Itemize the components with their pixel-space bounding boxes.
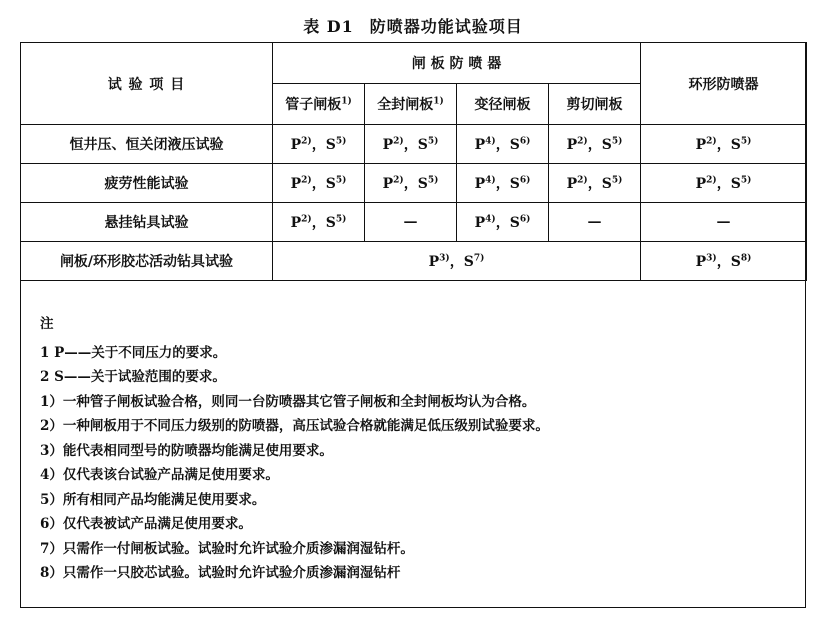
table-cell: — <box>365 203 457 242</box>
note-item: 2 S——关于试验范围的要求。 <box>40 369 226 385</box>
header-ram-bop: 闸 板 防 喷 器 <box>273 43 641 84</box>
table-cell: $P^{2)}$，$S^{5)}$ <box>273 125 365 164</box>
header-blind-ram: 全封闸板$^{1)}$ <box>365 84 457 125</box>
test-items-table <box>20 42 807 281</box>
note-item: 5）所有相同产品均能满足使用要求。 <box>40 491 266 508</box>
header-shear-ram: 剪切闸板 <box>549 84 641 125</box>
note-item: 2）一种闸板用于不同压力级别的防喷器，高压试验合格就能满足低压级别试验要求。 <box>40 418 549 434</box>
table-row <box>21 125 807 164</box>
table-cell: — <box>641 203 807 242</box>
header-pipe-ram: 管子闸板$^{1)}$ <box>273 84 365 125</box>
table-cell: $P^{2)}$，$S^{5)}$ <box>641 164 807 203</box>
header-variable-ram: 变径闸板 <box>457 84 549 125</box>
table-cell: $P^{4)}$，$S^{6)}$ <box>457 203 549 242</box>
table-cell: $P^{2)}$，$S^{5)}$ <box>641 125 807 164</box>
table-cell: $P^{2)}$，$S^{5)}$ <box>273 203 365 242</box>
table-row-live-drill <box>21 242 807 281</box>
cell-ram-combined: $P^{3)}$，$S^{7)}$ <box>273 242 641 281</box>
note-item: 1）一种管子闸板试验合格，则同一台防喷器其它管子闸板和全封闸板均认为合格。 <box>40 393 536 410</box>
notes-section <box>40 312 800 586</box>
table-cell: — <box>549 203 641 242</box>
note-item: 1 P——关于不同压力的要求。 <box>40 344 227 361</box>
row-label: 闸板/环形胶芯活动钻具试验 <box>21 242 273 281</box>
table-cell: $P^{2)}$，$S^{5)}$ <box>365 125 457 164</box>
header-test-item: 试 验 项 目 <box>21 43 273 125</box>
note-item: 3）能代表相同型号的防喷器均能满足使用要求。 <box>40 442 333 459</box>
table-title <box>0 14 826 37</box>
row-label: 疲劳性能试验 <box>21 164 273 203</box>
note-item: 4）仅代表该台试验产品满足使用要求。 <box>40 467 279 483</box>
notes-heading: 注 <box>40 316 54 332</box>
cell-annular: $P^{3)}$，$S^{8)}$ <box>641 242 807 281</box>
table-number: 表 D1 <box>303 17 354 36</box>
table-row <box>21 203 807 242</box>
table-cell: $P^{4)}$，$S^{6)}$ <box>457 164 549 203</box>
note-item: 6）仅代表被试产品满足使用要求。 <box>40 516 252 532</box>
row-label: 悬挂钻具试验 <box>21 203 273 242</box>
table-cell: $P^{2)}$，$S^{5)}$ <box>273 164 365 203</box>
table-caption: 防喷器功能试验项目 <box>369 17 523 36</box>
table-row <box>21 164 807 203</box>
header-row-1 <box>21 43 807 84</box>
table-cell: $P^{2)}$，$S^{5)}$ <box>549 125 641 164</box>
header-annular-bop: 环形防喷器 <box>641 43 807 125</box>
table-cell: $P^{4)}$，$S^{6)}$ <box>457 125 549 164</box>
table-cell: $P^{2)}$，$S^{5)}$ <box>365 164 457 203</box>
table-cell: $P^{2)}$，$S^{5)}$ <box>549 164 641 203</box>
note-item: 7）只需作一付闸板试验。试验时允许试验介质渗漏润湿钻杆。 <box>40 540 414 557</box>
note-item: 8）只需作一只胶芯试验。试验时允许试验介质渗漏润湿钻杆 <box>40 565 401 581</box>
row-label: 恒井压、恒关闭液压试验 <box>21 125 273 164</box>
